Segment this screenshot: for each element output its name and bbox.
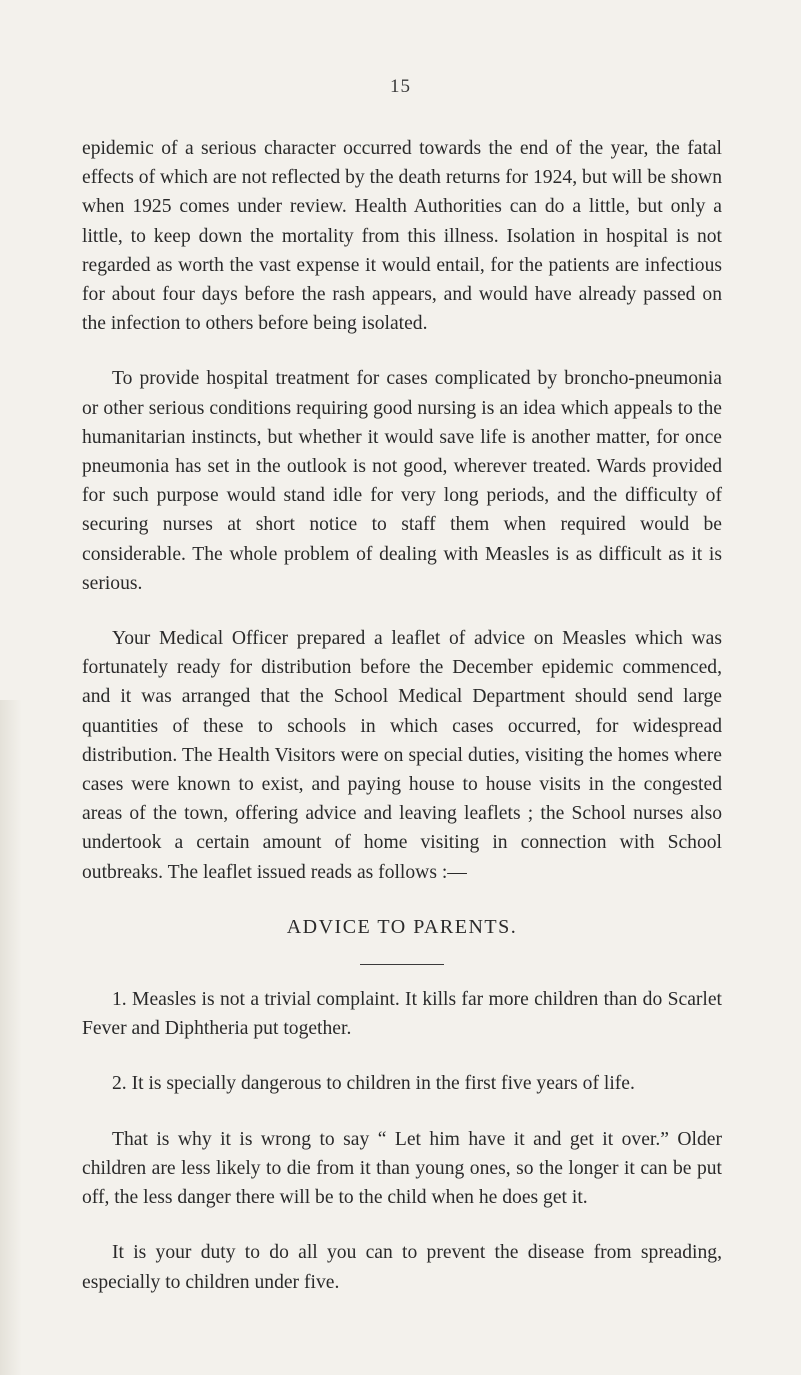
paragraph-epidemic: epidemic of a serious character occurred towards the end of the year, the fatal effects of which are not reflected by the death returns for 1924, but will be shown when 1925 comes under review. Health Authorities can do a little, but only a little, to keep down the mortality from this illness. Isolation in hospital is not regarded as worth the vast expense it would entail, for the patients are infectious for about four days before the rash appears, and would have already passed on the infection to others before being isolated. xyxy=(82,138,722,335)
paragraph-hospital-treatment: To provide hospital treatment for cases complicated by broncho-pneumonia or other serious conditions requiring good nursing is an idea which appeals to the humanitarian instincts, but whether it would save life is another matter, for once pneumonia has set in the outlook is not good, wherever treated. Wards provided for such purpose would stand idle for very long periods, and the difficulty of securing nurses at short notice to staff them when required would be considerable. The whole problem of dealing with Measles is as difficult as it is serious. xyxy=(82,368,722,594)
heading-rule xyxy=(360,964,444,965)
paragraph-leaflet-advice: Your Medical Officer prepared a leaflet of advice on Measles which was fortunately ready for distribution before the December epidemic commenced, and it was arranged that the School Medical Department should send large quantities of these to schools in which cases occurred, for widespread distribution. The Health Visitors were on special duties, visiting the homes where cases were known to exist, and paying house to house visits in the congested areas of the town, offering advice and leaving leaflets ; the School nurses also undertook a certain amount of home visiting in connection with School outbreaks. The leaflet issued reads as follows :— xyxy=(82,628,722,883)
page-edge-shading xyxy=(0,700,22,1375)
leaflet-heading: ADVICE TO PARENTS. xyxy=(286,915,518,938)
page-number: 15 xyxy=(390,76,411,97)
body-text xyxy=(82,134,722,1323)
leaflet-point-1: 1. Measles is not a trivial complaint. It kills far more children than do Scarlet Fever and Diphtheria put together. xyxy=(82,989,722,1040)
leaflet-point-2: 2. It is specially dangerous to children in the first five years of life. xyxy=(112,1073,635,1095)
leaflet-paragraph-duty: It is your duty to do all you can to prevent the disease from spreading, especially to children under five. xyxy=(82,1242,722,1293)
leaflet-paragraph-why: That is why it is wrong to say “ Let him have it and get it over.” Older children are less likely to die from it than young ones, so the longer it can be put off, the less danger there will be to the child when he does get it. xyxy=(82,1128,722,1209)
